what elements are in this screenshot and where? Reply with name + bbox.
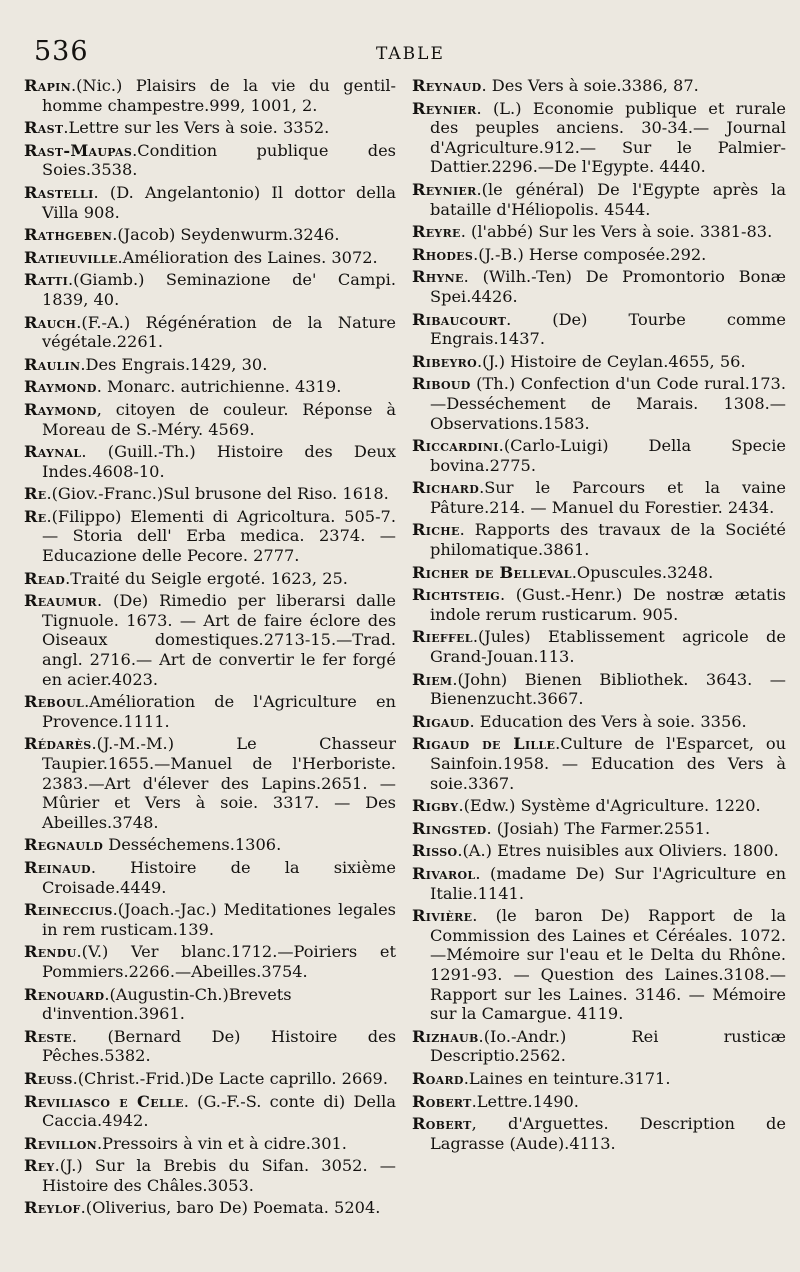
entry-name: Rivarol [412,863,476,883]
entry-text: .(Oliverius, baro De) Poemata. 5204. [80,1198,381,1218]
entry-text: .(J.) Sur la Brebis du Sifan. 3052. — Histoire des Châles.3053. [42,1156,396,1195]
entry-text: .Sur le Parcours et la vaine Pâture.214. — Manuel du Forestier. 2434. [430,478,786,517]
entry-name: Ribaucourt [412,309,507,329]
index-entry [24,569,396,589]
index-entry [412,436,786,475]
index-entry [412,734,786,793]
entry-name: Rédarès [24,734,92,754]
index-entry [24,1198,396,1218]
entry-text: .(John) Bienen Bibliothek. 3643. — Bienenzucht.3667. [430,669,786,709]
index-entry [24,76,396,115]
index-entry [412,1027,786,1066]
entry-name: Reaumur [24,591,97,611]
index-entry [412,180,786,219]
index-entry [24,183,396,222]
index-entry [412,222,786,242]
entry-text: .(J.-M.-M.) Le Chasseur Taupier.1655.—Manuel de l'Herboriste. 2383.—Art d'élever des Lapins.2651. — Mûrier et Vers à soie. 3317. — Des Abeilles.3748. [42,734,396,832]
entry-text: . (madame De) Sur l'Agriculture en Italie.1141. [430,863,786,903]
entry-name: Reinaud [24,857,91,877]
index-entry [24,484,396,504]
index-entry [412,245,786,265]
index-entry [24,734,396,832]
index-entry [412,310,786,349]
entry-name: Regnauld [24,835,104,855]
entry-text: .Amélioration des Laines. 3072. [117,247,378,267]
entry-text: , d'Arguettes. Description de Lagrasse (Aude).4113. [430,1114,786,1153]
entry-name: Reste [24,1026,72,1046]
index-entry [412,670,786,709]
index-entry [412,796,786,816]
index-entry [412,478,786,517]
entry-text: .(Giamb.) Seminazione de' Campi. 1839, 40. [42,270,396,309]
entry-text: .(le général) De l'Egypte après la bataille d'Héliopolis. 4544. [430,179,786,219]
entry-name: Richard [412,478,480,498]
entry-name: Reynier [412,98,477,118]
index-entry [24,591,396,689]
page-header [24,30,786,70]
index-entry [412,267,786,306]
entry-name: Rigby [412,796,459,816]
entry-name: Raymond [24,399,97,419]
entry-name: Read [24,568,66,588]
entry-text: .Lettre.1490. [471,1091,579,1111]
index-entry [412,906,786,1024]
entry-name: Rigaud de Lille [412,734,556,754]
entry-text: .Amélioration de l'Agriculture en Provence.1111. [42,692,396,731]
entry-name: Roard [412,1068,464,1088]
index-entry [412,864,786,903]
entry-text: .(Filippo) Elementi di Agricoltura. 505-7. — Storia dell' Erba medica. 2374. — Educazione delle Pecore. 2777. [42,506,396,566]
index-entry [24,141,396,180]
entry-text: . (Guill.-Th.) Histoire des Deux Indes.4608-10. [42,442,396,481]
entry-text: . Education des Vers à soie. 3356. [469,711,747,731]
entry-text: .(V.) Ver blanc.1712.—Poiriers et Pommiers.2266.—Abeilles.3754. [42,942,396,981]
entry-name: Robert [412,1091,472,1111]
entry-name: Reynaud [412,76,482,95]
index-entry [24,118,396,138]
index-entry [24,270,396,309]
entry-name: Re [24,484,47,504]
entry-name: Richtsteig [412,585,500,605]
index-entry [412,563,786,583]
index-entry [24,225,396,245]
index-entry [412,76,786,96]
entry-name: Riche [412,520,460,540]
index-entry [412,352,786,372]
entry-text: .Laines en teinture.3171. [463,1068,671,1088]
index-entry [24,1027,396,1066]
entry-name: Reviliasco e Celle [24,1091,184,1111]
entry-name: Renouard [24,984,105,1004]
entry-text: .(J.-B.) Herse composée.292. [473,244,707,264]
index-columns [24,76,786,1221]
index-entry [24,942,396,981]
entry-name: Riccardini [412,436,499,456]
entry-name: Ribeyro [412,351,477,371]
entry-name: Reynier [412,179,477,199]
entry-text: . (G.-F.-S. conte di) Della Caccia.4942. [42,1091,397,1131]
entry-text: .Opuscules.3248. [571,562,714,582]
entry-name: Ratieuville [24,247,118,267]
entry-text: .Des Engrais.1429, 30. [80,354,268,374]
index-entry [24,858,396,897]
entry-text: . (l'abbé) Sur les Vers à soie. 3381-83. [460,222,773,242]
entry-text: .(Christ.-Frid.)De Lacte caprillo. 2669. [72,1068,389,1088]
entry-name: Richer de Belleval [412,562,572,582]
entry-name: Rastelli [24,182,94,202]
entry-text: . (Wilh.-Ten) De Promontorio Bonæ Spei.4426. [430,267,786,306]
index-entry [24,442,396,481]
entry-text: . Histoire de la sixième Croisade.4449. [42,857,396,897]
entry-name: Rast-Maupas [24,140,133,160]
index-entry [412,819,786,839]
entry-name: Rendu [24,942,77,962]
entry-text: .Lettre sur les Vers à soie. 3352. [63,118,330,138]
index-entry [24,1156,396,1195]
index-entry [24,692,396,731]
entry-name: Rathgeben [24,225,113,245]
entry-text: .(Giov.-Franc.)Sul brusone del Riso. 1618. [46,484,389,504]
entry-text: . Rapports des travaux de la Société philomatique.3861. [430,520,786,560]
entry-name: Ratti [24,270,69,290]
entry-text: .Traité du Seigle ergoté. 1623, 25. [65,568,348,588]
entry-name: Rigaud [412,711,470,731]
entry-text: , citoyen de couleur. Réponse à Moreau de S.-Méry. 4569. [42,399,396,439]
index-entry [24,985,396,1024]
entry-name: Raynal [24,442,82,462]
running-head: TABLE [376,44,445,64]
entry-name: Riem [412,669,453,689]
index-entry [24,248,396,268]
entry-name: Raymond [24,377,97,397]
entry-text: . (le baron De) Rapport de la Commission des Laines et Céréales. 1072.—Mémoire sur l'eau et le Delta du Rhône. 1291-93. — Question des Laines.3108.—Rapport sur les Laines. 3146. — Mémoire sur la Camargue. 4119. [430,906,786,1024]
entry-text: . (Gust.-Henr.) De nostræ ætatis indole rerum rusticarum. 905. [430,585,786,624]
entry-name: Rapin [24,76,71,95]
entry-text: .(Io.-Andr.) Rei rusticæ Descriptio.2562. [430,1026,786,1066]
entry-text: Desséchemens.1306. [103,835,282,855]
entry-text: (Th.) Confection d'un Code rural.173.—Desséchement de Marais. 1308.—Observations.1583. [430,374,786,433]
entry-text: .(Joach.-Jac.) Meditationes legales in rem rusticam.139. [42,900,396,939]
index-entry [412,712,786,732]
entry-name: Reuss [24,1068,73,1088]
entry-text: . (Bernard De) Histoire des Pêches.5382. [42,1026,396,1066]
index-entry [412,627,786,666]
index-entry [24,313,396,352]
entry-text: .Pressoirs à vin et à cidre.301. [97,1133,347,1153]
entry-text: .(Augustin-Ch.)Brevets d'invention.3961. [42,984,292,1024]
entry-text: .(J.) Histoire de Ceylan.4655, 56. [476,351,746,371]
entry-name: Rizhaub [412,1026,479,1046]
index-entry [24,1092,396,1131]
entry-text: .(Jules) Etablissement agricole de Grand-Jouan.113. [430,627,786,667]
entry-text: .(Jacob) Seydenwurm.3246. [112,225,340,245]
entry-name: Rey [24,1156,55,1176]
entry-name: Robert [412,1114,472,1134]
index-entry [24,900,396,939]
entry-text: . (De) Tourbe comme Engrais.1437. [430,309,786,349]
entry-text: .(A.) Etres nuisibles aux Oliviers. 1800. [457,841,779,861]
entry-name: Rhyne [412,267,464,287]
entry-name: Rhodes [412,244,474,264]
index-entry [412,585,786,624]
index-entry [24,1134,396,1154]
entry-text: .(Edw.) Système d'Agriculture. 1220. [458,796,761,816]
entry-text: .(Carlo-Luigi) Della Specie bovina.2775. [430,436,786,475]
entry-name: Re [24,506,47,526]
entry-name: Riboud [412,374,471,394]
entry-text: .(Nic.) Plaisirs de la vie du gentil-homme champestre.999, 1001, 2. [42,76,396,115]
index-entry [24,377,396,397]
entry-text: . Monarc. autrichienne. 4319. [96,377,342,397]
entry-name: Revillon [24,1133,98,1153]
entry-text: . (De) Rimedio per liberarsi dalle Tignuole. 1673. — Art de faire éclore des Oiseaux domestiques.2713-15.—Trad. angl. 2716.— Art de convertir le fer forgé en acier.4023. [42,591,396,689]
entry-name: Reboul [24,692,85,712]
left-column [24,76,396,1221]
entry-text: . (Josiah) The Farmer.2551. [486,818,711,838]
entry-name: Ringsted [412,818,487,838]
entry-text: .Condition publique des Soies.3538. [42,140,396,180]
right-column [412,76,786,1221]
entry-name: Reyre [412,222,461,242]
entry-name: Risso [412,841,458,861]
index-entry [24,835,396,855]
index-entry [24,507,396,566]
entry-text: . Des Vers à soie.3386, 87. [481,76,699,95]
index-entry [412,374,786,433]
index-entry [412,1069,786,1089]
index-entry [24,400,396,439]
index-entry [24,1069,396,1089]
entry-text: .(F.-A.) Régénération de la Nature végétale.2261. [42,312,396,352]
entry-name: Rieffel [412,627,473,647]
index-entry [412,99,786,177]
index-entry [412,1092,786,1112]
entry-text: . (L.) Economie publique et rurale des peuples anciens. 30-34.— Journal d'Agriculture.912.— Sur le Palmier-Dattier.2296.—De l'Egypte. 4440. [430,98,786,177]
entry-name: Rauch [24,312,77,332]
entry-name: Reylof [24,1198,81,1218]
index-entry [24,355,396,375]
index-entry [412,841,786,861]
entry-name: Rast [24,118,64,138]
index-entry [412,520,786,559]
page-number: 536 [34,36,89,67]
entry-text: .Culture de l'Esparcet, ou Sainfoin.1958. — Education des Vers à soie.3367. [430,734,787,793]
entry-name: Reineccius [24,900,113,920]
entry-name: Rivière [412,906,473,926]
entry-text: . (D. Angelantonio) Il dottor della Villa 908. [42,182,396,222]
index-entry [412,1114,786,1153]
entry-name: Raulin [24,354,81,374]
